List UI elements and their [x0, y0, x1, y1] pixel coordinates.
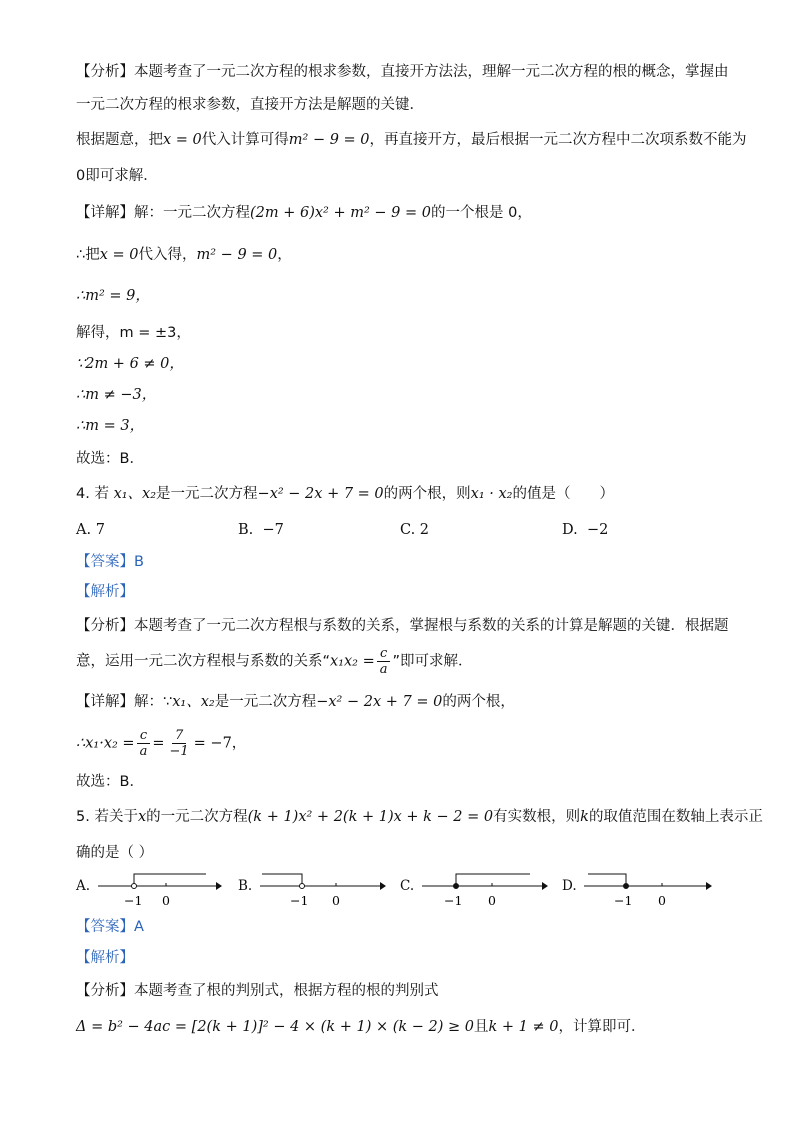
tick-label-0: 0 — [162, 893, 170, 908]
detail-line-7: ∴m = 3， — [76, 418, 145, 434]
tick-label-0: 0 — [332, 893, 340, 908]
q4-analysis-line-1: 【分析】本题考查了一元二次方程根与系数的关系，掌握根与系数的关系的计算是解题的关键．根据题 — [76, 618, 729, 634]
q5-option-d-number-line — [580, 868, 712, 912]
q4-answer: 【答案】B — [76, 554, 144, 570]
q5-option-c-letter: C. — [400, 878, 415, 894]
q4-conclusion: 故选：B． — [76, 774, 144, 790]
analysis-line-4: 0即可求解． — [76, 168, 158, 184]
tick-label-0: 0 — [488, 893, 496, 908]
q4-option-c: C. 2 — [400, 522, 430, 538]
tick-label-neg1: −1 — [614, 893, 633, 908]
q4-option-a: A. 7 — [76, 522, 105, 538]
detail-line-6: ∴m ≠ −3， — [76, 387, 157, 403]
question-4-stem: 4. 若 x₁、x₂是一元二次方程−x² − 2x + 7 = 0的两个根，则x₁ · x₂的值是（ ） — [76, 486, 614, 502]
q5-option-d-letter: D. — [562, 878, 577, 894]
q5-analysis-line-1: 【分析】本题考查了根的判别式，根据方程的根的判别式 — [76, 983, 439, 999]
tick-label-neg1: −1 — [290, 893, 309, 908]
detail-line-4: 解得，m = ±3， — [76, 325, 191, 341]
q5-answer: 【答案】A — [76, 919, 144, 935]
question-5-stem-cont: 确的是（ ） — [76, 845, 154, 861]
detail-line-5: ∵2m + 6 ≠ 0， — [76, 356, 184, 372]
q4-option-b: B. −7 — [238, 522, 284, 538]
detail-line-1: 【详解】解：一元二次方程(2m + 6)x² + m² − 9 = 0的一个根是 0， — [76, 205, 532, 221]
q4-detail-line-1: 【详解】解：∵x₁、x₂是一元二次方程−x² − 2x + 7 = 0的两个根， — [76, 694, 515, 710]
q5-option-c-number-line — [418, 868, 548, 912]
detail-line-2: ∴把x = 0代入得，m² − 9 = 0， — [76, 247, 292, 263]
analysis-line-1: 【分析】本题考查了一元二次方程的根求参数，直接开方法法，理解一元二次方程的根的概念，掌握由 — [76, 64, 729, 80]
q5-option-b-number-line — [256, 868, 386, 912]
q5-analysis-line-2: Δ = b² − 4ac = [2(k + 1)]² − 4 × (k + 1) × (k − 2) ≥ 0且k + 1 ≠ 0，计算即可． — [76, 1019, 646, 1035]
tick-label-neg1: −1 — [124, 893, 143, 908]
question-5-stem: 5. 若关于x的一元二次方程(k + 1)x² + 2(k + 1)x + k − 2 = 0有实数根，则k的取值范围在数轴上表示正 — [76, 809, 763, 825]
q5-option-a-letter: A. — [76, 878, 91, 894]
q5-option-b-letter: B. — [238, 878, 253, 894]
q4-option-d: D. −2 — [562, 522, 609, 538]
q4-analysis-line-2: 意，运用一元二次方程根与系数的关系“x₁x₂ = $\frac{c}{a}$ ”即可求解． — [76, 646, 473, 677]
detail-line-3: ∴m² = 9， — [76, 288, 150, 304]
fraction-c-over-a: $\frac{c}{a}$ — [377, 646, 391, 677]
tick-label-0: 0 — [658, 893, 666, 908]
q4-detail-line-2: ∴x₁·x₂ = $\frac{c}{a}$ = $\frac{7}{-1}$ = −7， — [76, 728, 247, 759]
fraction-7-over-neg1: $\frac{7}{-1}$ — [169, 728, 189, 759]
q5-option-a-number-line — [94, 868, 222, 912]
tick-label-neg1: −1 — [444, 893, 463, 908]
detail-conclusion: 故选：B． — [76, 451, 144, 467]
analysis-line-2: 一元二次方程的根求参数，直接开方法是解题的关键． — [76, 97, 424, 113]
q4-jiexi-tag: 【解析】 — [76, 584, 134, 600]
q5-jiexi-tag: 【解析】 — [76, 950, 134, 966]
analysis-line-3: 根据题意，把x = 0代入计算可得m² − 9 = 0，再直接开方，最后根据一元二次方程中二次项系数不能为 — [76, 132, 747, 148]
